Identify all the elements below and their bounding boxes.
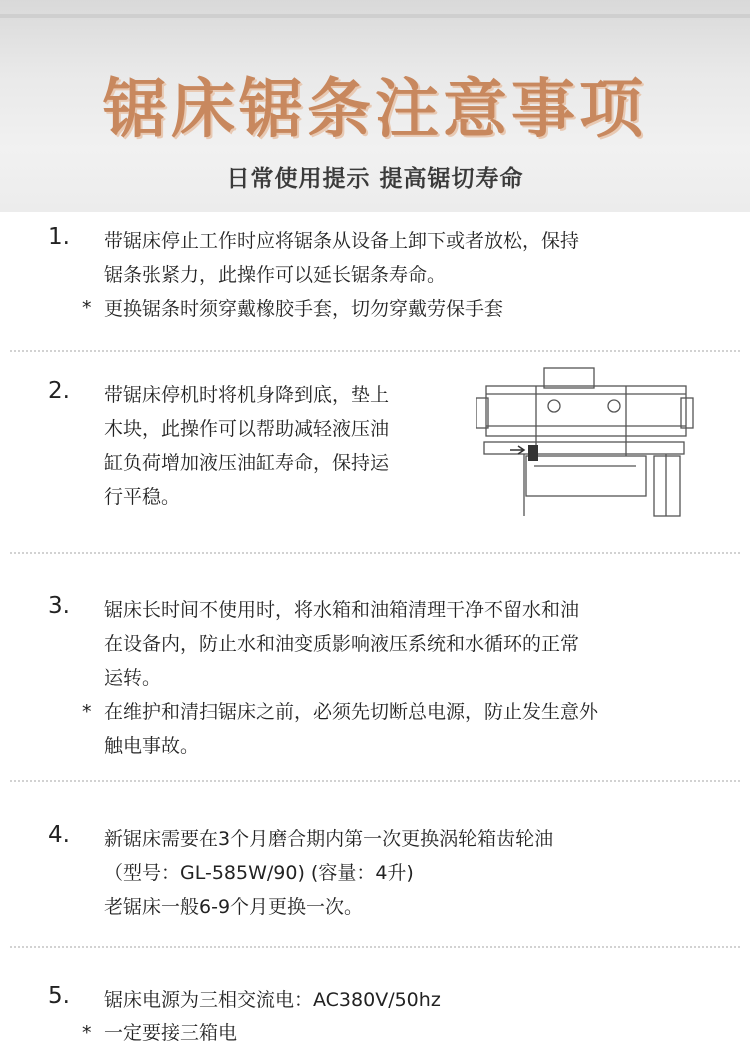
item-4-line-1: 新锯床需要在3个月磨合期内第一次更换涡轮箱齿轮油 bbox=[104, 828, 554, 850]
divider bbox=[10, 946, 740, 948]
item-3-line-3: 运转。 bbox=[104, 667, 162, 689]
item-5-note-1: 一定要接三箱电 bbox=[104, 1022, 238, 1044]
item-3-note-marker: * bbox=[82, 701, 92, 723]
divider bbox=[10, 350, 740, 352]
item-3-line-2: 在设备内，防止水和油变质影响液压系统和水循环的正常 bbox=[104, 633, 580, 655]
page-subtitle: 日常使用提示 提高锯切寿命 bbox=[226, 166, 524, 192]
item-1-line-2: 锯条张紧力，此操作可以延长锯条寿命。 bbox=[104, 264, 447, 286]
item-4-number: 4. bbox=[48, 822, 70, 848]
item-2-line-4: 行平稳。 bbox=[104, 486, 181, 508]
page-title: 锯床锯条注意事项 bbox=[103, 73, 647, 147]
header-banner bbox=[0, 0, 750, 212]
item-1-note-marker: * bbox=[82, 297, 92, 319]
item-2-line-2: 木块，此操作可以帮助减轻液压油 bbox=[104, 418, 390, 440]
item-2-line-3: 缸负荷增加液压油缸寿命，保持运 bbox=[104, 452, 390, 474]
item-1-number: 1. bbox=[48, 224, 70, 250]
item-1-note-1: 更换锯条时须穿戴橡胶手套，切勿穿戴劳保手套 bbox=[104, 298, 504, 320]
item-5-note-marker: * bbox=[82, 1022, 92, 1044]
arrow-icon bbox=[510, 446, 524, 454]
item-3-note-2: 触电事故。 bbox=[104, 735, 200, 757]
item-2-number: 2. bbox=[48, 378, 70, 404]
divider bbox=[10, 780, 740, 782]
item-2-line-1: 带锯床停机时将机身降到底，垫上 bbox=[104, 384, 390, 406]
top-rule bbox=[0, 14, 750, 18]
wood-block-marker bbox=[528, 445, 538, 461]
item-5-number: 5. bbox=[48, 983, 70, 1009]
item-5-line-1: 锯床电源为三相交流电：AC380V/50hz bbox=[104, 989, 441, 1011]
item-4-line-2: （型号：GL-585W/90) (容量：4升) bbox=[104, 862, 414, 884]
item-3-line-1: 锯床长时间不使用时，将水箱和油箱清理干净不留水和油 bbox=[104, 599, 580, 621]
divider bbox=[10, 552, 740, 554]
item-1-line-1: 带锯床停止工作时应将锯条从设备上卸下或者放松，保持 bbox=[104, 230, 580, 252]
item-3-number: 3. bbox=[48, 593, 70, 619]
item-3-note-1: 在维护和清扫锯床之前，必须先切断总电源，防止发生意外 bbox=[104, 701, 599, 723]
band-saw-illustration bbox=[476, 366, 694, 522]
item-4-line-3: 老锯床一般6-9个月更换一次。 bbox=[104, 896, 364, 918]
